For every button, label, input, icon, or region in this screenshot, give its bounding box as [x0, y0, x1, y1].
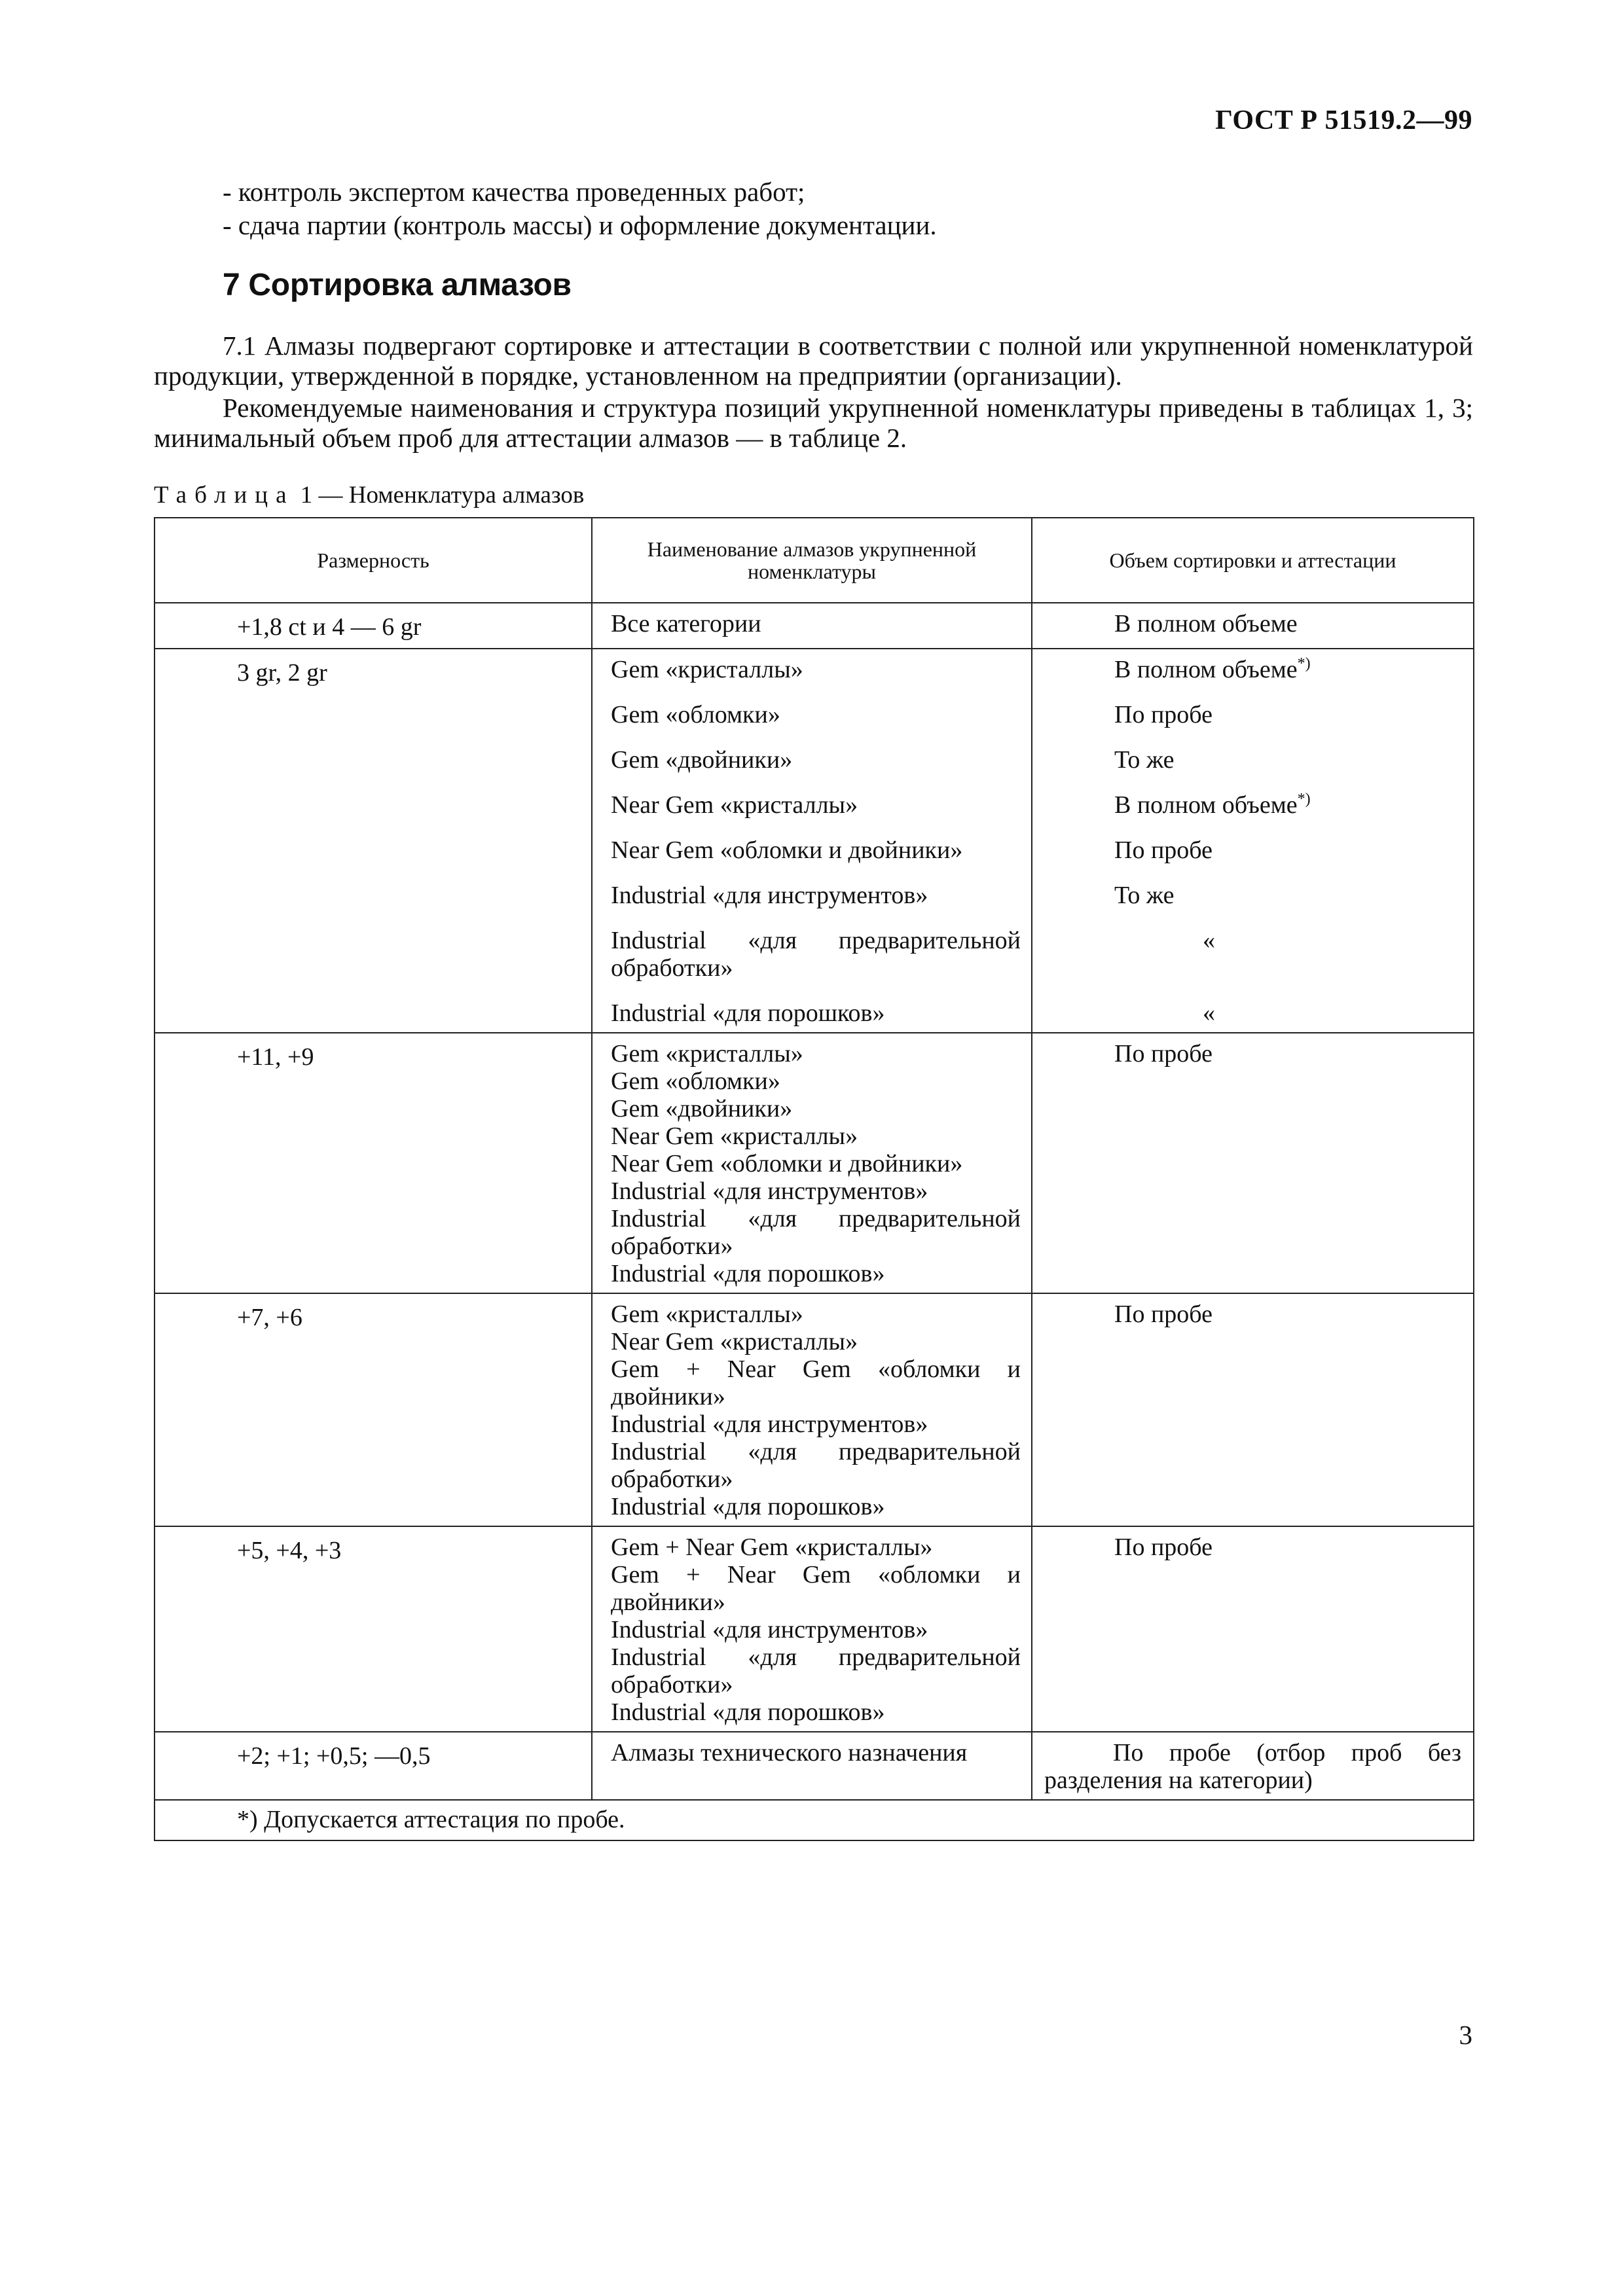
item: Industrial «для инструментов» — [611, 1177, 928, 1205]
header-name: Наименование алмазов укрупненной номенклатуры — [592, 518, 1032, 603]
volume: То же — [1114, 746, 1175, 774]
table-footnote: *) Допускается аттестация по пробе. — [155, 1800, 1474, 1840]
footnote-mark: *) — [1297, 655, 1311, 672]
item: Industrial «для порошков» — [611, 1260, 885, 1287]
table-caption — [154, 481, 584, 509]
volume: По пробе — [1114, 836, 1213, 864]
item: Gem «обломки» — [611, 701, 780, 728]
volume: По пробе — [1114, 1040, 1213, 1067]
items-cell — [592, 603, 1032, 649]
size-cell: +11, +9 — [155, 1033, 592, 1293]
item: Industrial «для предварительной обработки» — [611, 1205, 1021, 1260]
item: Gem + Near Gem «обломки и двойники» — [611, 1561, 1021, 1616]
item: Near Gem «обломки и двойники» — [611, 836, 963, 864]
item: Алмазы технического назначения — [611, 1739, 968, 1767]
size-cell: +7, +6 — [155, 1293, 592, 1526]
table-row — [155, 603, 1474, 649]
item: Industrial «для порошков» — [611, 1698, 885, 1726]
size-cell: +1,8 ct и 4 — 6 gr — [155, 603, 592, 649]
item: Industrial «для предварительной обработки» — [611, 1438, 1021, 1493]
volume-cell — [1032, 649, 1474, 1033]
item: Industrial «для инструментов» — [611, 1410, 928, 1438]
volume-cell — [1032, 1526, 1474, 1732]
volume-ditto: « — [1203, 927, 1215, 954]
item: Gem + Near Gem «обломки и двойники» — [611, 1355, 1021, 1410]
item: Все категории — [611, 610, 761, 637]
volume-cell — [1032, 603, 1474, 649]
table-caption-word: Таблица — [154, 482, 295, 509]
items-cell — [592, 1732, 1032, 1800]
table-row — [155, 1293, 1474, 1526]
table-row — [155, 1526, 1474, 1732]
volume-cell — [1032, 1732, 1474, 1800]
items-cell — [592, 1293, 1032, 1526]
volume: По пробе (отбор проб без разделения на категории) — [1044, 1739, 1461, 1794]
item: Gem + Near Gem «кристаллы» — [611, 1534, 933, 1561]
bullet-list — [223, 175, 937, 242]
size-cell: +2; +1; +0,5; —0,5 — [155, 1732, 592, 1800]
item: Gem «кристаллы» — [611, 656, 803, 683]
item: Industrial «для инструментов» — [611, 882, 928, 909]
item: Industrial «для порошков» — [611, 1493, 885, 1520]
item: Near Gem «кристаллы» — [611, 1328, 858, 1355]
table-row — [155, 1732, 1474, 1800]
nomenclature-table — [154, 517, 1474, 1841]
table-header-row — [155, 518, 1474, 603]
volume: В полном объеме*) — [1114, 655, 1311, 683]
items-cell — [592, 1526, 1032, 1732]
volume-ditto: « — [1203, 999, 1215, 1027]
item: Near Gem «обломки и двойники» — [611, 1150, 963, 1177]
volume: В полном объеме — [1114, 610, 1298, 637]
section-heading: 7 Сортировка алмазов — [223, 268, 572, 302]
table-caption-title: 1 — Номенклатура алмазов — [300, 482, 585, 509]
bullet-item: - контроль экспертом качества проведенных работ; — [223, 177, 805, 207]
volume-cell — [1032, 1033, 1474, 1293]
item: Near Gem «кристаллы» — [611, 1122, 858, 1150]
items-cell — [592, 649, 1032, 1033]
item: Gem «кристаллы» — [611, 1040, 803, 1067]
size-cell: 3 gr, 2 gr — [155, 649, 592, 1033]
bullet-item: - сдача партии (контроль массы) и оформление документации. — [223, 210, 937, 240]
volume: В полном объеме*) — [1114, 791, 1311, 819]
volume: То же — [1114, 882, 1175, 909]
paragraph-7-1: 7.1 Алмазы подвергают сортировке и аттестации в соответствии с полной или укрупненной номенклатурой продукции, утвержденной в порядке, установленном на предприятии (организации). — [154, 331, 1473, 391]
items-cell — [592, 1033, 1032, 1293]
volume: По пробе — [1114, 1300, 1213, 1328]
item: Industrial «для инструментов» — [611, 1616, 928, 1643]
volume: По пробе — [1114, 1534, 1213, 1561]
table-row — [155, 649, 1474, 1033]
item: Industrial «для порошков» — [611, 999, 885, 1027]
table-footnote-row — [155, 1800, 1474, 1840]
footnote-mark: *) — [1297, 791, 1311, 808]
item: Industrial «для предварительной обработки» — [611, 1643, 1021, 1698]
header-size: Размерность — [155, 518, 592, 603]
page-number: 3 — [1459, 2020, 1472, 2050]
item: Gem «двойники» — [611, 1095, 793, 1122]
volume-cell — [1032, 1293, 1474, 1526]
paragraph-recommended: Рекомендуемые наименования и структура позиций укрупненной номенклатуры приведены в таблицах 1, 3; минимальный объем проб для аттестации алмазов — в таблице 2. — [154, 393, 1473, 453]
item: Industrial «для предварительной обработки» — [611, 927, 1021, 982]
table-row — [155, 1033, 1474, 1293]
item: Gem «двойники» — [611, 746, 793, 774]
item: Gem «кристаллы» — [611, 1300, 803, 1328]
volume: По пробе — [1114, 701, 1213, 728]
document-code: ГОСТ Р 51519.2—99 — [1215, 105, 1472, 135]
item: Gem «обломки» — [611, 1067, 780, 1095]
header-volume: Объем сортировки и аттестации — [1032, 518, 1474, 603]
item: Near Gem «кристаллы» — [611, 791, 858, 819]
size-cell: +5, +4, +3 — [155, 1526, 592, 1732]
